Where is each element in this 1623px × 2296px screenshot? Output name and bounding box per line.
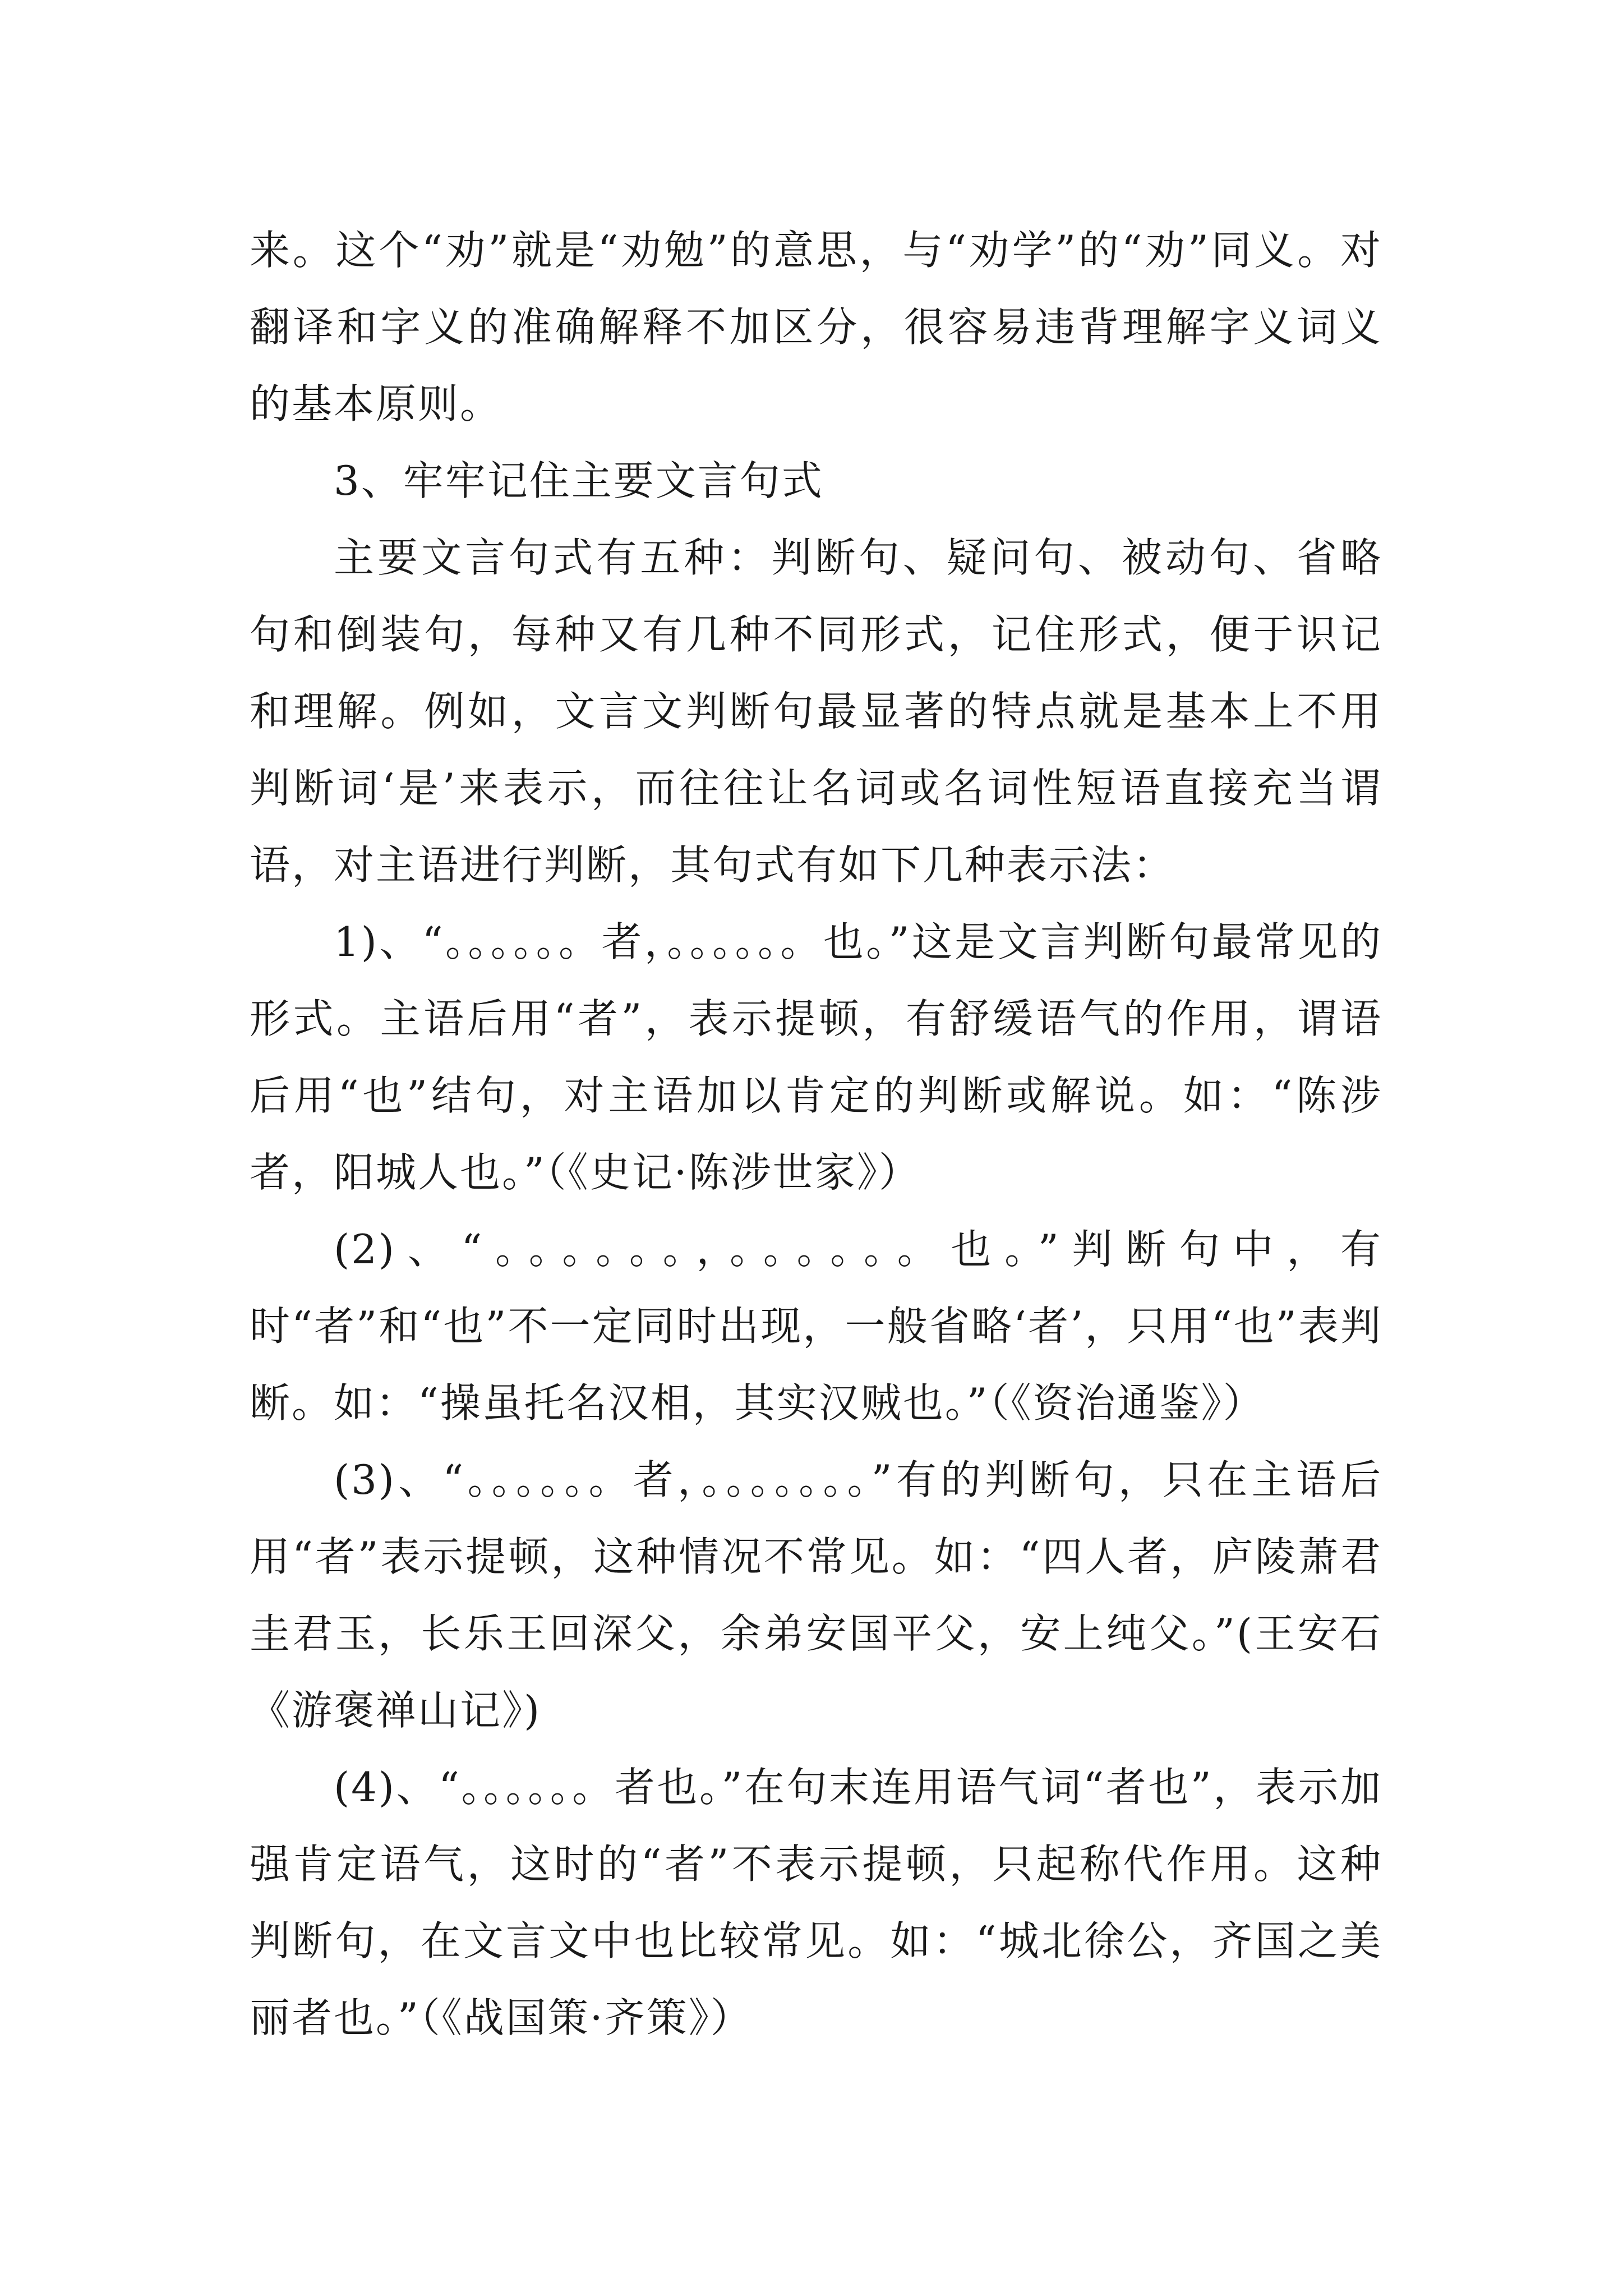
list-item: (2)、“。。。。。。，。。。。。。也。”判断句中，有时“者”和“也”不一定同时出现，一般省略‘者’，只用“也”表判断。如：“操虽托名汉相，其实汉贼也。”（《资治通鉴》） — [250, 1226, 1382, 1427]
list-item: (4)、“。。。。。。者也。”在句末连用语气词“者也”，表示加强肯定语气，这时的“者”不表示提顿，只起称代作用。这种判断句，在文言文中也比较常见。如：“城北徐公，齐国之美丽者也。”（《战国策·齐策》） — [250, 1764, 1382, 2041]
list-item: (3)、“。。。。。。者，。。。。。。。”有的判断句，只在主语后用“者”表示提顿，这种情况不常见。如：“四人者，庐陵萧君圭君玉，长乐王回深父，余弟安国平父，安上纯父。”(王安石《游褒禅山记》) — [250, 1456, 1382, 1734]
section-heading: 3、牢牢记住主要文言句式 — [334, 457, 824, 504]
document-body — [250, 212, 1382, 2056]
paragraph: 主要文言句式有五种：判断句、疑问句、被动句、省略句和倒装句，每种又有几种不同形式，记住形式，便于识记和理解。例如，文言文判断句最显著的特点就是基本上不用判断词‘是’来表示，而往往让名词或名词性短语直接充当谓语，对主语进行判断，其句式有如下几种表示法： — [250, 534, 1382, 889]
list-item: 1)、“。。。。。。者，。。。。。。也。”这是文言判断句最常见的形式。主语后用“者”，表示提顿，有舒缓语气的作用，谓语后用“也”结句，对主语加以肯定的判断或解说。如：“陈涉者，阳城人也。”（《史记·陈涉世家》） — [250, 918, 1382, 1196]
paragraph: 来。这个“劝”就是“劝勉”的意思，与“劝学”的“劝”同义。对翻译和字义的准确解释不加区分，很容易违背理解字义词义的基本原则。 — [250, 227, 1382, 427]
